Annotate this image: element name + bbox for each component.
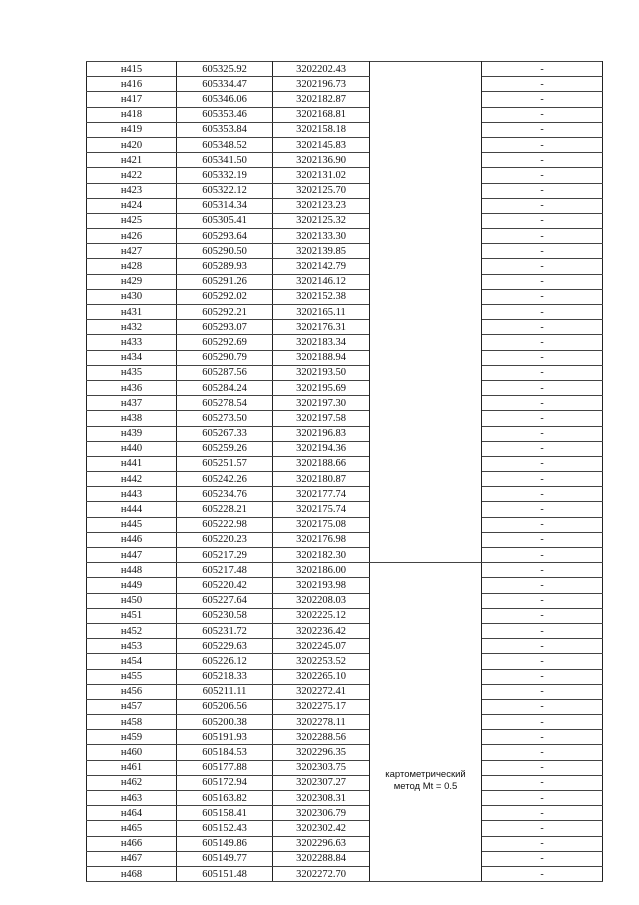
point-cell: н456	[87, 684, 177, 699]
x-coordinate-cell: 605334.47	[177, 77, 273, 92]
note-cell: -	[482, 380, 603, 395]
x-coordinate-cell: 605152.43	[177, 821, 273, 836]
x-coordinate-cell: 605292.69	[177, 335, 273, 350]
x-coordinate-cell: 605206.56	[177, 699, 273, 714]
y-coordinate-cell: 3202182.87	[273, 92, 370, 107]
y-coordinate-cell: 3202306.79	[273, 806, 370, 821]
point-cell: н448	[87, 563, 177, 578]
y-coordinate-cell: 3202253.52	[273, 654, 370, 669]
note-cell: -	[482, 684, 603, 699]
note-cell: -	[482, 426, 603, 441]
x-coordinate-cell: 605229.63	[177, 639, 273, 654]
note-cell: -	[482, 760, 603, 775]
point-cell: н445	[87, 517, 177, 532]
x-coordinate-cell: 605172.94	[177, 775, 273, 790]
x-coordinate-cell: 605273.50	[177, 411, 273, 426]
note-cell: -	[482, 289, 603, 304]
y-coordinate-cell: 3202245.07	[273, 639, 370, 654]
note-cell: -	[482, 411, 603, 426]
table-row	[87, 122, 603, 137]
point-cell: н415	[87, 62, 177, 77]
x-coordinate-cell: 605242.26	[177, 472, 273, 487]
method-text-line2: метод Mt = 0.5	[393, 781, 458, 793]
note-cell: -	[482, 669, 603, 684]
table-row	[87, 77, 603, 92]
note-cell: -	[482, 244, 603, 259]
y-coordinate-cell: 3202125.32	[273, 213, 370, 228]
x-coordinate-cell: 605267.33	[177, 426, 273, 441]
point-cell: н442	[87, 472, 177, 487]
point-cell: н443	[87, 487, 177, 502]
note-cell: -	[482, 396, 603, 411]
point-cell: н424	[87, 198, 177, 213]
x-coordinate-cell: 605293.64	[177, 229, 273, 244]
x-coordinate-cell: 605278.54	[177, 396, 273, 411]
point-cell: н447	[87, 548, 177, 563]
point-cell: н439	[87, 426, 177, 441]
point-cell: н431	[87, 305, 177, 320]
note-cell: -	[482, 715, 603, 730]
x-coordinate-cell: 605353.46	[177, 107, 273, 122]
y-coordinate-cell: 3202136.90	[273, 153, 370, 168]
table-row	[87, 532, 603, 547]
note-cell: -	[482, 77, 603, 92]
table-row	[87, 411, 603, 426]
point-cell: н466	[87, 836, 177, 851]
table-row	[87, 563, 603, 578]
note-cell: -	[482, 92, 603, 107]
point-cell: н423	[87, 183, 177, 198]
note-cell: -	[482, 654, 603, 669]
point-cell: н434	[87, 350, 177, 365]
table-row	[87, 259, 603, 274]
point-cell: н464	[87, 806, 177, 821]
table-row	[87, 183, 603, 198]
y-coordinate-cell: 3202193.98	[273, 578, 370, 593]
y-coordinate-cell: 3202188.66	[273, 456, 370, 471]
table-row	[87, 274, 603, 289]
point-cell: н441	[87, 456, 177, 471]
y-coordinate-cell: 3202139.85	[273, 244, 370, 259]
x-coordinate-cell: 605228.21	[177, 502, 273, 517]
point-cell: н433	[87, 335, 177, 350]
table-row	[87, 213, 603, 228]
note-cell: -	[482, 183, 603, 198]
table-row	[87, 502, 603, 517]
table-row	[87, 472, 603, 487]
y-coordinate-cell: 3202175.08	[273, 517, 370, 532]
x-coordinate-cell: 605284.24	[177, 380, 273, 395]
x-coordinate-cell: 605292.02	[177, 289, 273, 304]
table-row	[87, 866, 603, 881]
point-cell: н450	[87, 593, 177, 608]
point-cell: н451	[87, 608, 177, 623]
x-coordinate-cell: 605322.12	[177, 183, 273, 198]
note-cell: -	[482, 122, 603, 137]
y-coordinate-cell: 3202133.30	[273, 229, 370, 244]
note-cell: -	[482, 548, 603, 563]
point-cell: н453	[87, 639, 177, 654]
point-cell: н417	[87, 92, 177, 107]
note-cell: -	[482, 153, 603, 168]
table-row	[87, 699, 603, 714]
point-cell: н416	[87, 77, 177, 92]
y-coordinate-cell: 3202307.27	[273, 775, 370, 790]
coordinates-sheet	[86, 61, 602, 882]
x-coordinate-cell: 605191.93	[177, 730, 273, 745]
y-coordinate-cell: 3202195.69	[273, 380, 370, 395]
y-coordinate-cell: 3202208.03	[273, 593, 370, 608]
table-row	[87, 669, 603, 684]
y-coordinate-cell: 3202175.74	[273, 502, 370, 517]
note-cell: -	[482, 730, 603, 745]
x-coordinate-cell: 605227.64	[177, 593, 273, 608]
y-coordinate-cell: 3202196.83	[273, 426, 370, 441]
x-coordinate-cell: 605226.12	[177, 654, 273, 669]
y-coordinate-cell: 3202145.83	[273, 137, 370, 152]
x-coordinate-cell: 605218.33	[177, 669, 273, 684]
table-row	[87, 639, 603, 654]
note-cell: -	[482, 350, 603, 365]
table-row	[87, 715, 603, 730]
table-row	[87, 578, 603, 593]
x-coordinate-cell: 605353.84	[177, 122, 273, 137]
table-row	[87, 730, 603, 745]
table-row	[87, 350, 603, 365]
note-cell: -	[482, 213, 603, 228]
point-cell: н468	[87, 866, 177, 881]
y-coordinate-cell: 3202131.02	[273, 168, 370, 183]
point-cell: н465	[87, 821, 177, 836]
point-cell: н458	[87, 715, 177, 730]
point-cell: н427	[87, 244, 177, 259]
y-coordinate-cell: 3202158.18	[273, 122, 370, 137]
point-cell: н455	[87, 669, 177, 684]
note-cell: -	[482, 563, 603, 578]
note-cell: -	[482, 791, 603, 806]
x-coordinate-cell: 605341.50	[177, 153, 273, 168]
point-cell: н436	[87, 380, 177, 395]
y-coordinate-cell: 3202165.11	[273, 305, 370, 320]
point-cell: н438	[87, 411, 177, 426]
table-row	[87, 335, 603, 350]
table-row	[87, 851, 603, 866]
table-row	[87, 380, 603, 395]
table-row	[87, 760, 603, 775]
x-coordinate-cell: 605348.52	[177, 137, 273, 152]
x-coordinate-cell: 605184.53	[177, 745, 273, 760]
x-coordinate-cell: 605211.11	[177, 684, 273, 699]
y-coordinate-cell: 3202296.63	[273, 836, 370, 851]
table-row	[87, 441, 603, 456]
x-coordinate-cell: 605217.48	[177, 563, 273, 578]
note-cell: -	[482, 62, 603, 77]
note-cell: -	[482, 699, 603, 714]
table-row	[87, 608, 603, 623]
table-row	[87, 153, 603, 168]
point-cell: н446	[87, 532, 177, 547]
x-coordinate-cell: 605287.56	[177, 365, 273, 380]
y-coordinate-cell: 3202303.75	[273, 760, 370, 775]
point-cell: н425	[87, 213, 177, 228]
y-coordinate-cell: 3202146.12	[273, 274, 370, 289]
note-cell: -	[482, 229, 603, 244]
note-cell: -	[482, 821, 603, 836]
table-row	[87, 305, 603, 320]
coordinates-table	[86, 61, 603, 882]
point-cell: н429	[87, 274, 177, 289]
x-coordinate-cell: 605314.34	[177, 198, 273, 213]
table-row	[87, 198, 603, 213]
point-cell: н454	[87, 654, 177, 669]
y-coordinate-cell: 3202194.36	[273, 441, 370, 456]
table-row	[87, 806, 603, 821]
y-coordinate-cell: 3202272.70	[273, 866, 370, 881]
point-cell: н435	[87, 365, 177, 380]
point-cell: н437	[87, 396, 177, 411]
point-cell: н467	[87, 851, 177, 866]
method-cell	[370, 563, 482, 882]
x-coordinate-cell: 605149.86	[177, 836, 273, 851]
x-coordinate-cell: 605217.29	[177, 548, 273, 563]
y-coordinate-cell: 3202288.84	[273, 851, 370, 866]
table-row	[87, 62, 603, 77]
x-coordinate-cell: 605305.41	[177, 213, 273, 228]
y-coordinate-cell: 3202197.58	[273, 411, 370, 426]
y-coordinate-cell: 3202188.94	[273, 350, 370, 365]
x-coordinate-cell: 605231.72	[177, 623, 273, 638]
table-row	[87, 821, 603, 836]
note-cell: -	[482, 365, 603, 380]
point-cell: н461	[87, 760, 177, 775]
table-row	[87, 745, 603, 760]
x-coordinate-cell: 605290.50	[177, 244, 273, 259]
table-row	[87, 229, 603, 244]
note-cell: -	[482, 107, 603, 122]
y-coordinate-cell: 3202180.87	[273, 472, 370, 487]
note-cell: -	[482, 517, 603, 532]
x-coordinate-cell: 605293.07	[177, 320, 273, 335]
table-row	[87, 396, 603, 411]
note-cell: -	[482, 623, 603, 638]
point-cell: н462	[87, 775, 177, 790]
note-cell: -	[482, 456, 603, 471]
y-coordinate-cell: 3202225.12	[273, 608, 370, 623]
method-text-line1: картометрический	[385, 769, 466, 781]
x-coordinate-cell: 605290.79	[177, 350, 273, 365]
point-cell: н459	[87, 730, 177, 745]
y-coordinate-cell: 3202272.41	[273, 684, 370, 699]
x-coordinate-cell: 605222.98	[177, 517, 273, 532]
note-cell: -	[482, 866, 603, 881]
note-cell: -	[482, 441, 603, 456]
note-cell: -	[482, 305, 603, 320]
y-coordinate-cell: 3202177.74	[273, 487, 370, 502]
y-coordinate-cell: 3202168.81	[273, 107, 370, 122]
point-cell: н418	[87, 107, 177, 122]
note-cell: -	[482, 851, 603, 866]
x-coordinate-cell: 605151.48	[177, 866, 273, 881]
x-coordinate-cell: 605158.41	[177, 806, 273, 821]
table-row	[87, 365, 603, 380]
table-row	[87, 137, 603, 152]
x-coordinate-cell: 605177.88	[177, 760, 273, 775]
point-cell: н463	[87, 791, 177, 806]
x-coordinate-cell: 605200.38	[177, 715, 273, 730]
y-coordinate-cell: 3202308.31	[273, 791, 370, 806]
note-cell: -	[482, 806, 603, 821]
y-coordinate-cell: 3202152.38	[273, 289, 370, 304]
note-cell: -	[482, 745, 603, 760]
table-row	[87, 289, 603, 304]
x-coordinate-cell: 605289.93	[177, 259, 273, 274]
point-cell: н432	[87, 320, 177, 335]
x-coordinate-cell: 605220.23	[177, 532, 273, 547]
note-cell: -	[482, 320, 603, 335]
note-cell: -	[482, 198, 603, 213]
y-coordinate-cell: 3202142.79	[273, 259, 370, 274]
y-coordinate-cell: 3202125.70	[273, 183, 370, 198]
x-coordinate-cell: 605230.58	[177, 608, 273, 623]
y-coordinate-cell: 3202196.73	[273, 77, 370, 92]
point-cell: н428	[87, 259, 177, 274]
point-cell: н421	[87, 153, 177, 168]
note-cell: -	[482, 836, 603, 851]
note-cell: -	[482, 274, 603, 289]
x-coordinate-cell: 605292.21	[177, 305, 273, 320]
note-cell: -	[482, 487, 603, 502]
table-row	[87, 836, 603, 851]
table-row	[87, 593, 603, 608]
table-row	[87, 320, 603, 335]
note-cell: -	[482, 532, 603, 547]
y-coordinate-cell: 3202176.31	[273, 320, 370, 335]
y-coordinate-cell: 3202278.11	[273, 715, 370, 730]
point-cell: н422	[87, 168, 177, 183]
x-coordinate-cell: 605346.06	[177, 92, 273, 107]
method-cell	[370, 62, 482, 563]
note-cell: -	[482, 259, 603, 274]
x-coordinate-cell: 605291.26	[177, 274, 273, 289]
point-cell: н460	[87, 745, 177, 760]
note-cell: -	[482, 335, 603, 350]
point-cell: н440	[87, 441, 177, 456]
point-cell: н457	[87, 699, 177, 714]
x-coordinate-cell: 605220.42	[177, 578, 273, 593]
y-coordinate-cell: 3202265.10	[273, 669, 370, 684]
table-row	[87, 654, 603, 669]
x-coordinate-cell: 605149.77	[177, 851, 273, 866]
y-coordinate-cell: 3202123.23	[273, 198, 370, 213]
table-row	[87, 623, 603, 638]
y-coordinate-cell: 3202186.00	[273, 563, 370, 578]
table-row	[87, 517, 603, 532]
x-coordinate-cell: 605234.76	[177, 487, 273, 502]
y-coordinate-cell: 3202202.43	[273, 62, 370, 77]
y-coordinate-cell: 3202176.98	[273, 532, 370, 547]
point-cell: н444	[87, 502, 177, 517]
x-coordinate-cell: 605325.92	[177, 62, 273, 77]
point-cell: н430	[87, 289, 177, 304]
note-cell: -	[482, 775, 603, 790]
table-row	[87, 548, 603, 563]
x-coordinate-cell: 605259.26	[177, 441, 273, 456]
y-coordinate-cell: 3202183.34	[273, 335, 370, 350]
note-cell: -	[482, 502, 603, 517]
y-coordinate-cell: 3202193.50	[273, 365, 370, 380]
table-row	[87, 92, 603, 107]
x-coordinate-cell: 605163.82	[177, 791, 273, 806]
x-coordinate-cell: 605251.57	[177, 456, 273, 471]
point-cell: н449	[87, 578, 177, 593]
note-cell: -	[482, 137, 603, 152]
note-cell: -	[482, 168, 603, 183]
table-row	[87, 456, 603, 471]
note-cell: -	[482, 639, 603, 654]
x-coordinate-cell: 605332.19	[177, 168, 273, 183]
y-coordinate-cell: 3202275.17	[273, 699, 370, 714]
y-coordinate-cell: 3202288.56	[273, 730, 370, 745]
table-row	[87, 487, 603, 502]
y-coordinate-cell: 3202236.42	[273, 623, 370, 638]
note-cell: -	[482, 578, 603, 593]
y-coordinate-cell: 3202182.30	[273, 548, 370, 563]
y-coordinate-cell: 3202296.35	[273, 745, 370, 760]
point-cell: н426	[87, 229, 177, 244]
table-row	[87, 791, 603, 806]
point-cell: н419	[87, 122, 177, 137]
note-cell: -	[482, 472, 603, 487]
y-coordinate-cell: 3202197.30	[273, 396, 370, 411]
note-cell: -	[482, 593, 603, 608]
point-cell: н420	[87, 137, 177, 152]
coordinates-table-body	[87, 62, 603, 882]
table-row	[87, 244, 603, 259]
point-cell: н452	[87, 623, 177, 638]
table-row	[87, 107, 603, 122]
y-coordinate-cell: 3202302.42	[273, 821, 370, 836]
table-row	[87, 426, 603, 441]
table-row	[87, 775, 603, 790]
table-row	[87, 684, 603, 699]
note-cell: -	[482, 608, 603, 623]
table-row	[87, 168, 603, 183]
